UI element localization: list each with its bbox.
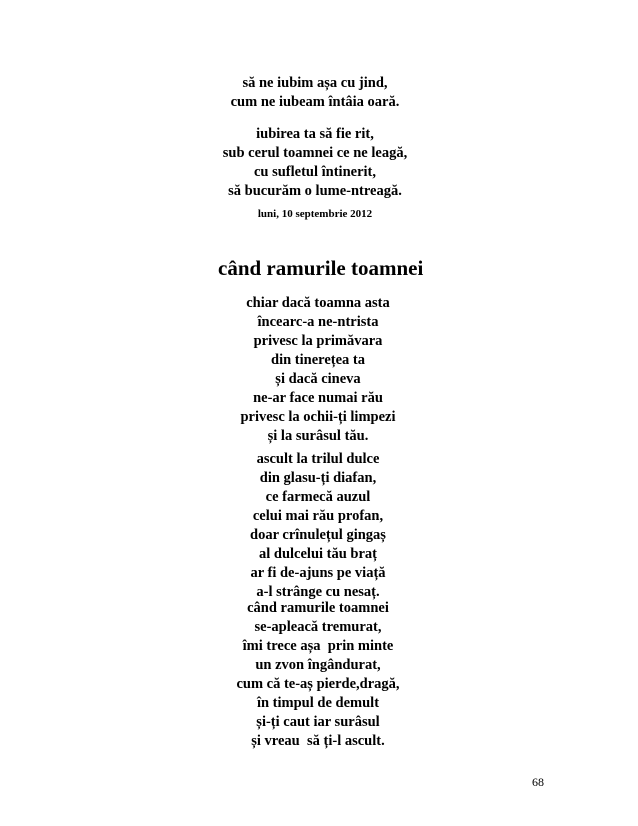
verse-line: privesc la primăvara: [253, 333, 383, 349]
verse-line: cum ne iubeam întâia oară.: [230, 94, 400, 110]
verse-line: în timpul de demult: [256, 695, 380, 711]
verse-line: și vreau să ți-l ascult.: [251, 733, 385, 749]
date-line: luni, 10 septembrie 2012: [257, 208, 373, 220]
stanza-top-1: [0, 74, 630, 112]
verse-line: și-ți caut iar surâsul: [256, 714, 380, 730]
verse-line: sub cerul toamnei ce ne leagă,: [222, 145, 408, 161]
verse-line: să ne iubim așa cu jind,: [242, 75, 388, 91]
verse-line: îmi trece așa prin minte: [242, 638, 394, 654]
verse-line: când ramurile toamnei: [247, 600, 389, 616]
verse-line: a-l strânge cu nesaț.: [256, 584, 380, 600]
stanza-2: [0, 450, 636, 602]
page-number: 68: [532, 775, 544, 789]
stanza-3: [0, 599, 636, 751]
verse-line: celui mai rău profan,: [252, 508, 384, 524]
verse-line: ascult la trilul dulce: [256, 451, 380, 467]
verse-line: privesc la ochii-ți limpezi: [240, 409, 396, 425]
verse-line: cu sufletul întinerit,: [253, 164, 377, 180]
verse-line: și dacă cineva: [275, 371, 361, 387]
verse-line: iubirea ta să fie rit,: [256, 126, 374, 142]
poem-title: când ramurile toamnei: [218, 256, 424, 280]
verse-line: se-apleacă tremurat,: [254, 619, 382, 635]
verse-line: din tinerețea ta: [271, 352, 365, 368]
verse-line: un zvon îngândurat,: [255, 657, 381, 673]
verse-line: din glasu-ți diafan,: [259, 470, 377, 486]
stanza-1: [0, 294, 636, 446]
verse-line: să bucurăm o lume-ntreagă.: [228, 183, 402, 199]
verse-line: și la surâsul tău.: [267, 428, 369, 444]
verse-line: ce farmecă auzul: [265, 489, 371, 505]
verse-line: chiar dacă toamna asta: [246, 295, 390, 311]
verse-line: al dulcelui tău braț: [258, 546, 378, 562]
verse-line: cum că te-aș pierde,dragă,: [236, 676, 400, 692]
verse-line: încearc-a ne-ntrista: [257, 314, 379, 330]
stanza-top-2: [0, 125, 630, 201]
verse-line: ne-ar face numai rău: [253, 390, 383, 406]
verse-line: ar fi de-ajuns pe viață: [250, 565, 386, 581]
verse-line: doar crînulețul gingaș: [250, 527, 386, 543]
